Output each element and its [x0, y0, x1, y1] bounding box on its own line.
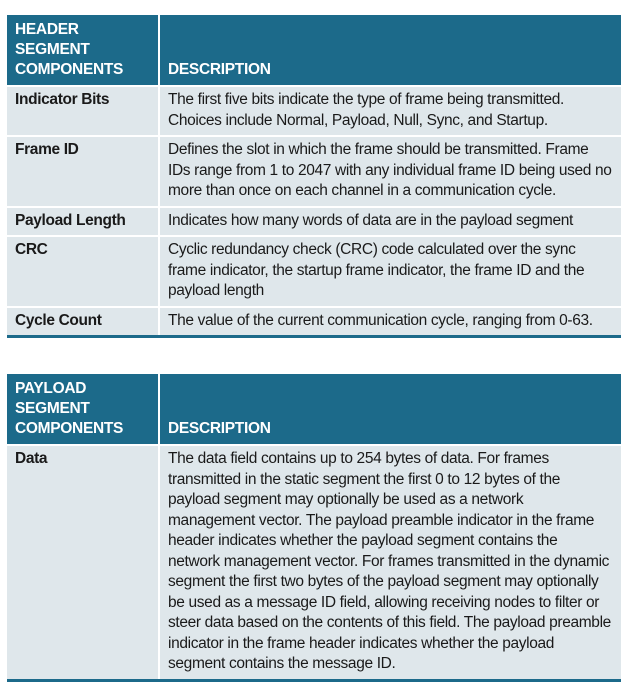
column-header-line1: PAYLOAD SEGMENT	[15, 380, 90, 417]
component-name: Payload Length	[7, 207, 159, 237]
column-header-description: DESCRIPTION	[159, 374, 621, 445]
column-header-line2: COMPONENTS	[15, 61, 124, 78]
table-row	[7, 445, 621, 680]
header-segment-table	[7, 15, 621, 338]
table-row	[7, 136, 621, 207]
column-header-description: DESCRIPTION	[159, 15, 621, 86]
table-row	[7, 207, 621, 237]
table-row	[7, 236, 621, 307]
component-name: CRC	[7, 236, 159, 307]
column-header-line2: COMPONENTS	[15, 420, 124, 437]
header-row	[7, 15, 621, 86]
component-description: Cyclic redundancy check (CRC) code calculated over the sync frame indicator, the startup frame indicator, the frame ID and the payload length	[159, 236, 621, 307]
column-header-line1: HEADER SEGMENT	[15, 21, 90, 58]
component-name: Frame ID	[7, 136, 159, 207]
component-name: Indicator Bits	[7, 86, 159, 136]
header-row	[7, 374, 621, 445]
table-row	[7, 86, 621, 136]
component-description: The first five bits indicate the type of frame being transmitted. Choices include Normal, Payload, Null, Sync, and Startup.	[159, 86, 621, 136]
component-description: Defines the slot in which the frame should be transmitted. Frame IDs range from 1 to 2047 with any individual frame ID being used no more than once on each channel in a communication cycle.	[159, 136, 621, 207]
column-header-components	[7, 15, 159, 86]
payload-segment-table	[7, 374, 621, 682]
column-header-components	[7, 374, 159, 445]
component-description: Indicates how many words of data are in the payload segment	[159, 207, 621, 237]
component-description: The data field contains up to 254 bytes of data. For frames transmitted in the static segment the first 0 to 12 bytes of the payload segment may optionally be used as a network management vector. The payload preamble indicator in the frame header indicates whether the payload segment contains the network management vector. For frames transmitted in the dynamic segment the first two bytes of the payload segment may optionally be used as a message ID field, allowing receiving nodes to filter or steer data based on the contents of this field. The payload preamble indicator in the frame header indicates whether the payload segment contains the message ID.	[159, 445, 621, 680]
component-name: Cycle Count	[7, 307, 159, 337]
component-description: The value of the current communication cycle, ranging from 0-63.	[159, 307, 621, 337]
table-row	[7, 307, 621, 337]
component-name: Data	[7, 445, 159, 680]
